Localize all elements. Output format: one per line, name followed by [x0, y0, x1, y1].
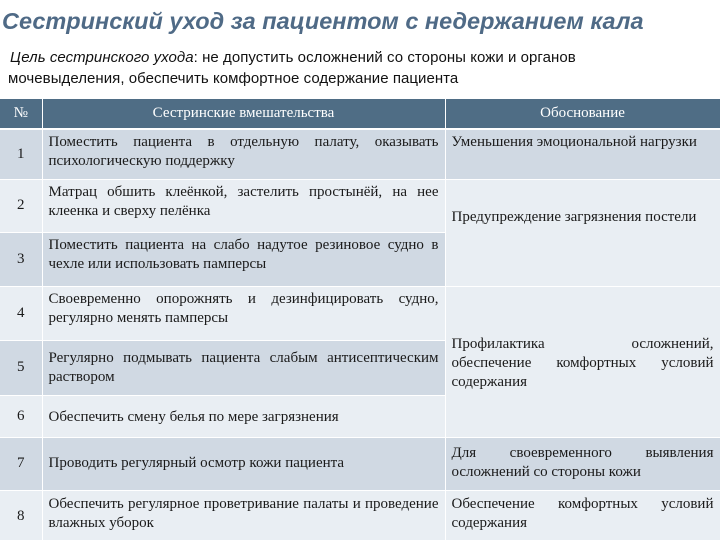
table-row — [0, 179, 720, 232]
row-number: 8 — [0, 490, 42, 540]
table-header-row — [0, 99, 720, 129]
row-number: 7 — [0, 437, 42, 490]
table-row — [0, 490, 720, 540]
goal-label: Цель сестринского ухода — [10, 49, 194, 66]
row-justification: Предупреждение загрязнения постели — [445, 179, 720, 286]
goal-text-line1: : не допустить осложнений со стороны кожи и органов — [193, 49, 576, 66]
row-intervention: Регулярно подмывать пациента слабым антисептическим раствором — [42, 340, 445, 395]
row-number: 1 — [0, 129, 42, 179]
slide-title: Сестринский уход за пациентом с недержанием кала — [2, 8, 644, 34]
row-justification: Для своевременного выявления осложнений со стороны кожи — [445, 437, 720, 490]
row-intervention: Своевременно опорожнять и дезинфицировать судно, регулярно менять памперсы — [42, 286, 445, 340]
table-row — [0, 286, 720, 340]
row-number: 3 — [0, 232, 42, 286]
row-intervention: Проводить регулярный осмотр кожи пациента — [42, 437, 445, 490]
row-intervention: Обеспечить смену белья по мере загрязнения — [42, 395, 445, 437]
row-number: 6 — [0, 395, 42, 437]
row-intervention: Матрац обшить клеёнкой, застелить простынёй, на нее клеенка и сверху пелёнка — [42, 179, 445, 232]
table-row — [0, 437, 720, 490]
care-table — [0, 99, 720, 540]
row-intervention: Поместить пациента на слабо надутое резиновое судно в чехле или использовать памперсы — [42, 232, 445, 286]
row-intervention: Обеспечить регулярное проветривание палаты и проведение влажных уборок — [42, 490, 445, 540]
header-justification: Обоснование — [445, 99, 720, 129]
row-justification: Уменьшения эмоциональной нагрузки — [445, 129, 720, 179]
row-justification: Обеспечение комфортных условий содержания — [445, 490, 720, 540]
row-justification: Профилактика осложнений, обеспечение комфортных условий содержания — [445, 286, 720, 437]
row-intervention: Поместить пациента в отдельную палату, оказывать психологическую поддержку — [42, 129, 445, 179]
header-interventions: Сестринские вмешательства — [42, 99, 445, 129]
header-number: № — [0, 99, 42, 129]
row-number: 2 — [0, 179, 42, 232]
table-row — [0, 129, 720, 179]
row-number: 5 — [0, 340, 42, 395]
row-number: 4 — [0, 286, 42, 340]
goal-text-line2: мочевыделения, обеспечить комфортное содержание пациента — [8, 70, 459, 87]
care-goal — [8, 47, 720, 97]
